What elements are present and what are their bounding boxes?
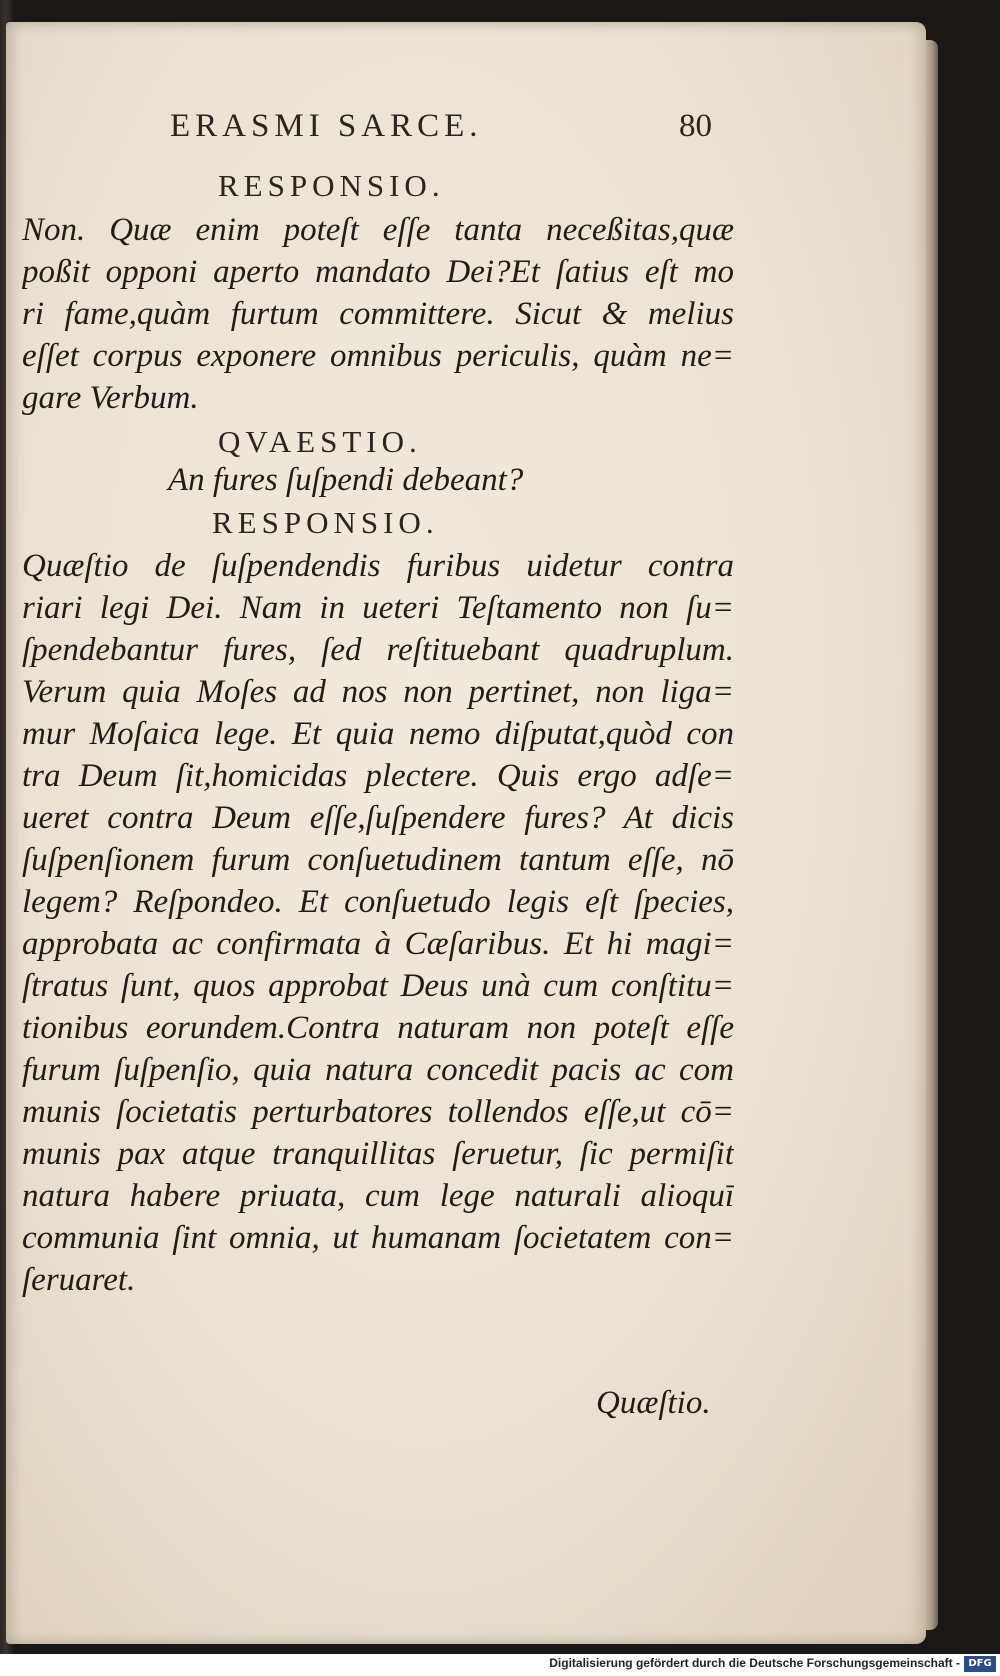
text-line: tionibus eorundem.Contra naturam non poteſt eſſe xyxy=(22,1010,734,1046)
text-line: Non. Quæ enim poteſt eſſe tanta neceßitas,quæ xyxy=(22,212,734,248)
text-line: riari legi Dei. Nam in ueteri Teſtamento non ſu= xyxy=(22,590,734,626)
text-line: tra Deum ſit,homicidas plectere. Quis ergo adſe= xyxy=(22,758,734,794)
text-line: ueret contra Deum eſſe,ſuſpendere fures? At dicis xyxy=(22,800,734,836)
text-line: mur Moſaica lege. Et quia nemo diſputat,quòd con xyxy=(22,716,734,752)
text-line: Quæſtio de ſuſpendendis furibus uidetur contra xyxy=(22,548,734,584)
text-line: ſpendebantur fures, ſed reſtituebant quadruplum. xyxy=(22,632,734,668)
heading-responsio-2: RESPONSIO. xyxy=(212,505,439,540)
text-line: furum ſuſpenſio, quia natura concedit pacis ac com xyxy=(22,1052,734,1088)
text-line: ri fame,quàm furtum committere. Sicut & melius xyxy=(22,296,734,332)
text-line: ſuſpenſionem furum conſuetudinem tantum eſſe, nō xyxy=(22,842,734,878)
text-line: Verum quia Moſes ad nos non pertinet, non liga= xyxy=(22,674,734,710)
running-head: ERASMI SARCE. xyxy=(170,108,483,144)
page-number: 80 xyxy=(679,108,712,144)
text-line: natura habere priuata, cum lege naturali alioquī xyxy=(22,1178,734,1214)
text-line: munis ſocietatis perturbatores tollendos eſſe,ut cō= xyxy=(22,1094,734,1130)
text-line: poßit opponi aperto mandato Dei?Et ſatius eſt mo xyxy=(22,254,734,290)
text-line: approbata ac confirmata à Cæſaribus. Et hi magi= xyxy=(22,926,734,962)
question-title: An fures ſuſpendi debeant? xyxy=(168,462,524,498)
text-line: munis pax atque tranquillitas ſeruetur, ſic permiſit xyxy=(22,1136,734,1172)
text-line: communia ſint omnia, ut humanam ſocietatem con= xyxy=(22,1220,734,1256)
text-line: eſſet corpus exponere omnibus periculis, quàm ne= xyxy=(22,338,734,374)
catchword: Quæſtio. xyxy=(596,1385,711,1421)
text-line: gare Verbum. xyxy=(22,380,199,416)
text-line: legem? Reſpondeo. Et conſuetudo legis eſt ſpecies, xyxy=(22,884,734,920)
text-line: ſeruaret. xyxy=(22,1262,136,1298)
footer-credit: Digitalisierung gefördert durch die Deutsche Forschungsgemeinschaft - xyxy=(549,1656,960,1670)
heading-responsio-1: RESPONSIO. xyxy=(218,168,445,203)
text-line: ſtratus ſunt, quos approbat Deus unà cum conſtitu= xyxy=(22,968,734,1004)
dfg-logo: DFG xyxy=(964,1656,996,1672)
heading-quaestio: QVAESTIO. xyxy=(218,424,422,459)
